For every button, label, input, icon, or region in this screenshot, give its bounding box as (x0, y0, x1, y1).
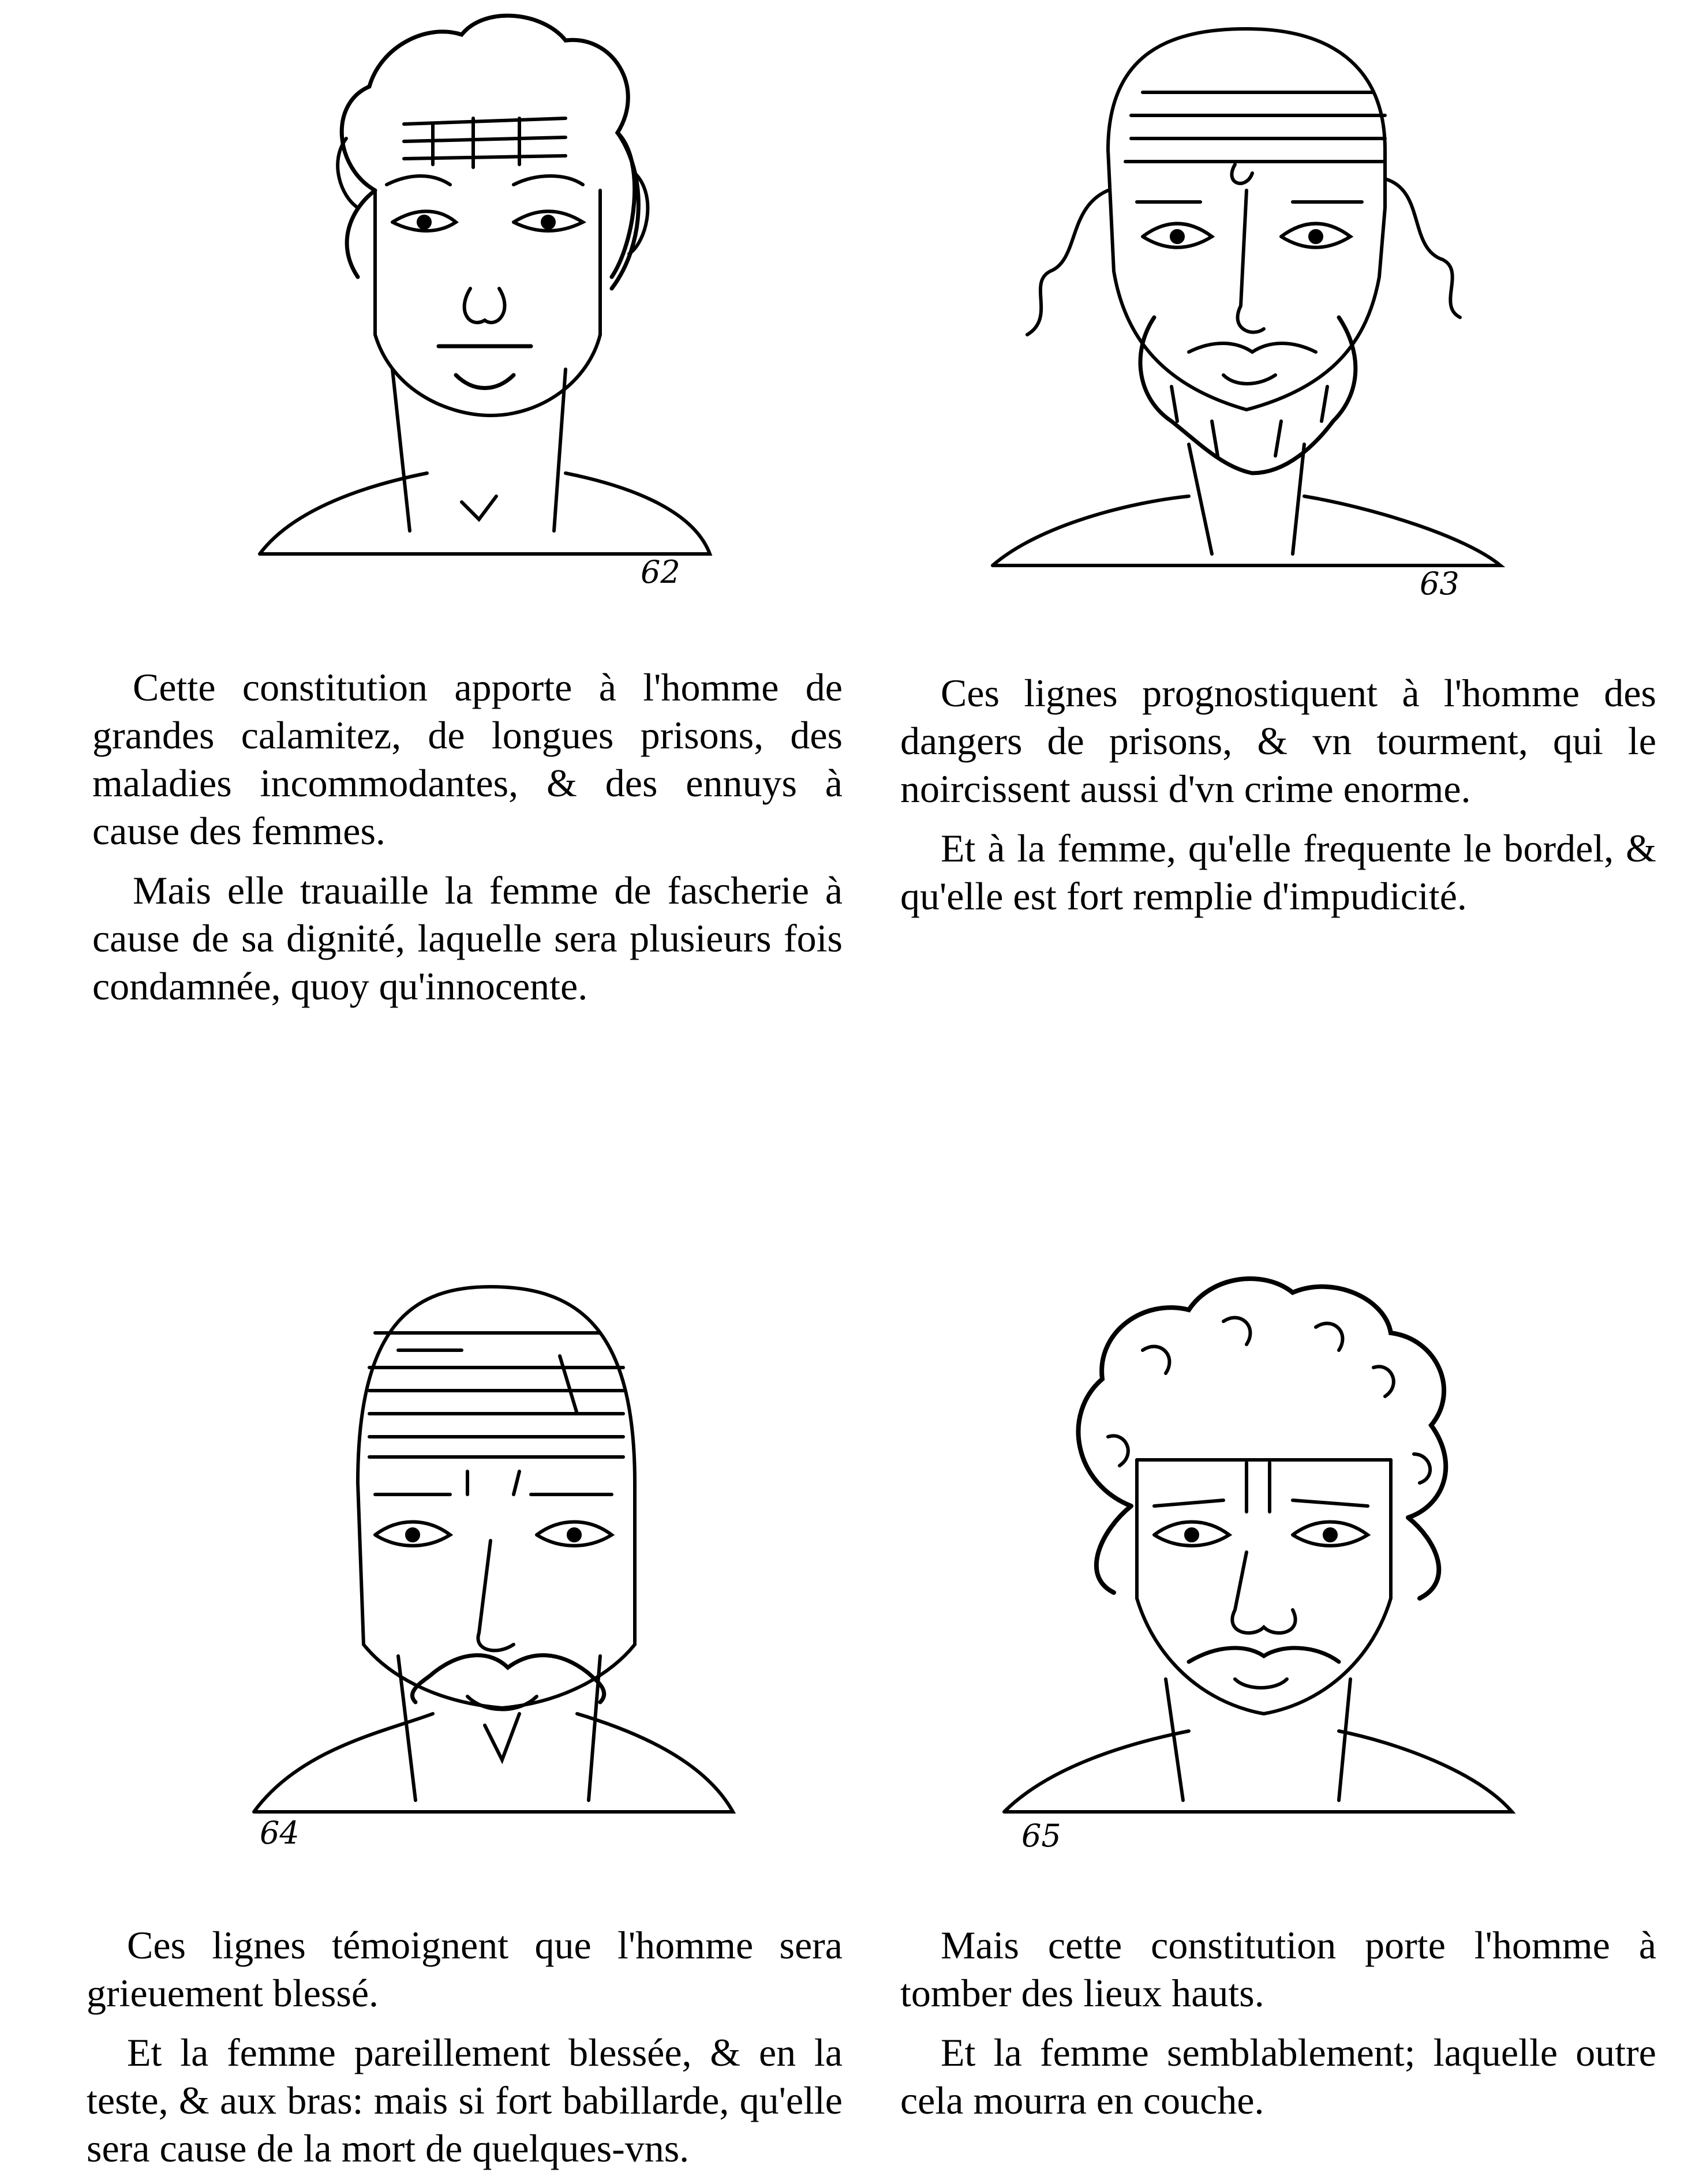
caption-65 (900, 1921, 1656, 2136)
caption-63 (900, 669, 1656, 932)
figure-number-62: 62 (641, 554, 680, 590)
figure-number-63: 63 (1420, 565, 1459, 602)
figure-number-64: 64 (260, 1815, 300, 1851)
face-illustration-63 (981, 17, 1535, 617)
caption-65-paragraph-2: Et la femme semblablement; laquelle outre cela mourra en couche. (900, 2030, 1656, 2122)
face-illustration-62 (242, 0, 762, 612)
caption-64-paragraph-1: Ces lignes témoignent que l'homme sera grieuement blessé. (87, 1923, 843, 2015)
caption-62 (92, 664, 843, 1022)
figure-number-65: 65 (1021, 1818, 1061, 1854)
caption-65-paragraph-1: Mais cette constitution porte l'homme à tomber des lieux hauts. (900, 1923, 1656, 2015)
caption-64-paragraph-2: Et la femme pareillement blessée, & en la teste, & aux bras: mais si fort babillarde, qu'elle sera cause de la mort de quelques-vns. (87, 2030, 843, 2170)
caption-64 (87, 1921, 843, 2184)
face-illustration-65 (993, 1264, 1547, 1858)
caption-63-paragraph-2: Et à la femme, qu'elle frequente le bordel, & qu'elle est fort remplie d'impudicité. (900, 826, 1656, 918)
caption-62-paragraph-1: Cette constitution apporte à l'homme de grandes calamitez, de longues prisons, des maladies incommodantes, & des ennuys à cause des femmes. (92, 665, 843, 853)
face-illustration-64 (242, 1252, 762, 1858)
caption-62-paragraph-2: Mais elle trauaille la femme de fascherie à cause de sa dignité, laquelle sera plusieurs fois condamnée, quoy qu'innocente. (92, 868, 843, 1008)
caption-63-paragraph-1: Ces lignes prognostiquent à l'homme des dangers de prisons, & vn tourment, qui le noircissent aussi d'vn crime enorme. (900, 671, 1656, 811)
